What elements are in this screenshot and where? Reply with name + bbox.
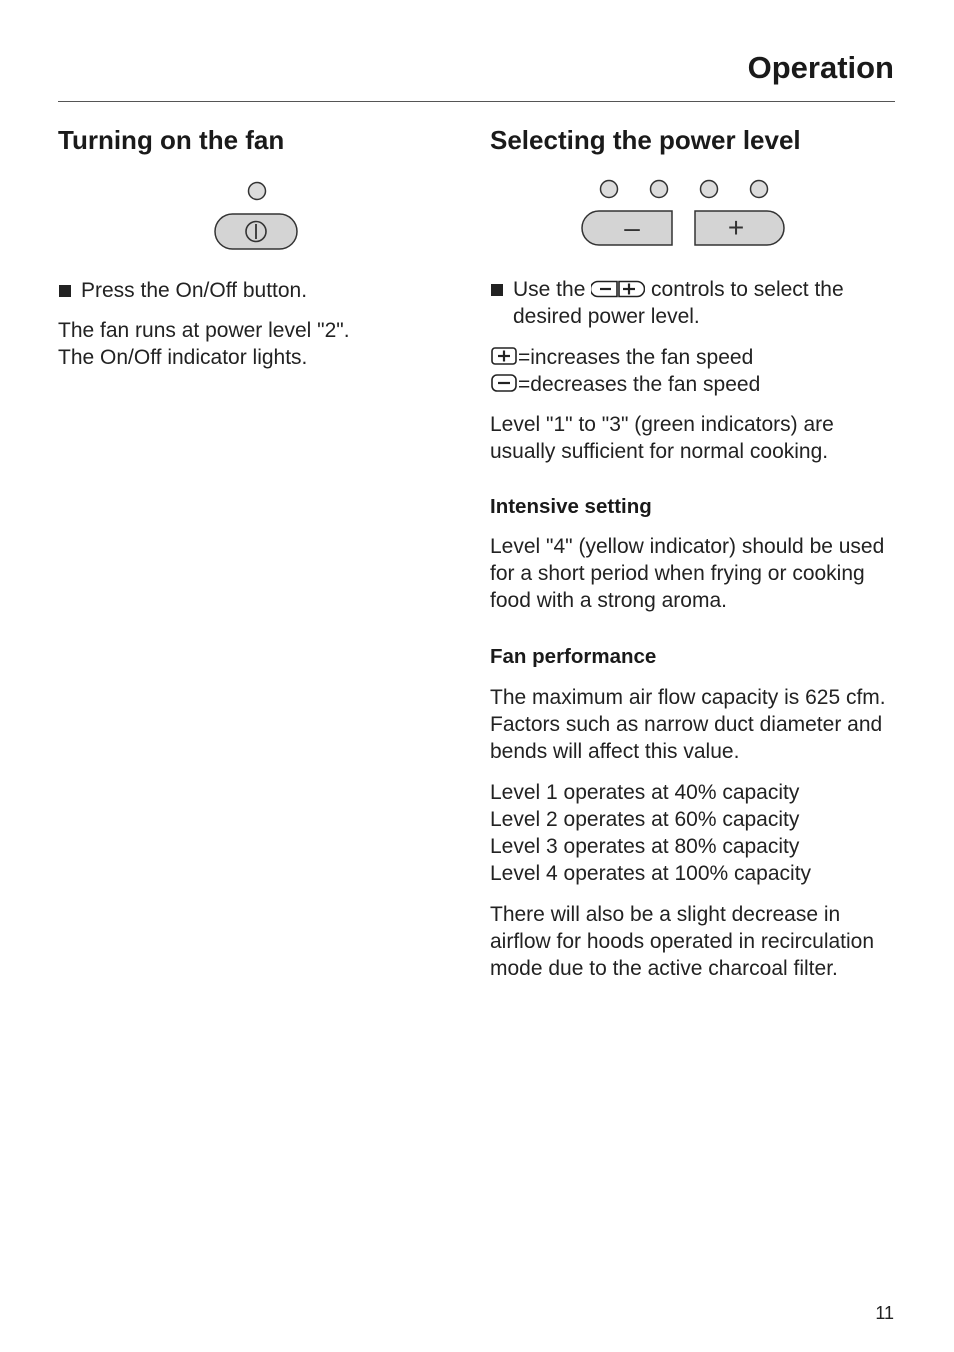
fan-performance-text: The maximum air flow capacity is 625 cfm. Factors such as narrow duct diameter and bends will affect this value. — [490, 686, 886, 763]
minus-plus-controls-icon — [591, 280, 645, 298]
capacity-list — [490, 779, 888, 887]
header-divider — [58, 101, 895, 102]
capacity-level-2: Level 2 operates at 60% capacity — [490, 808, 800, 831]
level-3-indicator-light — [701, 181, 718, 198]
page-number: 11 — [875, 1303, 894, 1323]
instruction-bullet — [58, 277, 448, 304]
level-paragraph: Level "1" to "3" (green indicators) are usually sufficient for normal cooking. — [490, 413, 834, 463]
result-paragraph — [58, 317, 448, 371]
recirculation-note: There will also be a slight decrease in airflow for hoods operated in recirculation mode due to the active charcoal filter. — [490, 903, 875, 980]
intensive-setting-text: Level "4" (yellow indicator) should be used for a short period when frying or cooking food with a strong aroma. — [490, 535, 885, 612]
capacity-level-1: Level 1 operates at 40% capacity — [490, 781, 800, 804]
on-off-button — [215, 214, 297, 249]
minus-label: – — [624, 212, 640, 243]
minus-button-icon — [490, 373, 518, 393]
intensive-setting-heading: Intensive setting — [490, 495, 652, 518]
fan-performance-heading: Fan performance — [490, 645, 657, 668]
plus-button — [695, 211, 784, 245]
level-4-indicator-light — [751, 181, 768, 198]
result-line-1: The fan runs at power level "2". — [58, 319, 350, 342]
plus-button-icon — [490, 346, 518, 366]
increase-text: =increases the fan speed — [518, 346, 754, 369]
capacity-level-4: Level 4 operates at 100% capacity — [490, 862, 812, 885]
instruction-text-start: Use the — [513, 278, 592, 301]
level-1-indicator-light — [601, 181, 618, 198]
section-heading-turning-on: Turning on the fan — [58, 125, 285, 155]
plus-label: + — [727, 212, 745, 243]
bullet-square-icon — [491, 284, 503, 296]
bullet-square-icon — [59, 285, 71, 297]
decrease-text: =decreases the fan speed — [518, 373, 761, 396]
on-off-control-illustration — [212, 178, 302, 254]
result-line-2: The On/Off indicator lights. — [58, 346, 308, 369]
minus-button — [582, 211, 672, 245]
section-heading-power-level: Selecting the power level — [490, 125, 801, 155]
instruction-text-end: controls to select the desired power level. — [513, 278, 844, 328]
instruction-text: Press the On/Off button. — [81, 279, 308, 302]
capacity-level-3: Level 3 operates at 80% capacity — [490, 835, 800, 858]
on-off-indicator-light — [249, 183, 266, 200]
power-level-control-illustration — [578, 176, 788, 252]
page-title: Operation — [747, 50, 894, 85]
instruction-bullet — [490, 276, 888, 330]
button-legend — [490, 344, 888, 398]
level-2-indicator-light — [651, 181, 668, 198]
